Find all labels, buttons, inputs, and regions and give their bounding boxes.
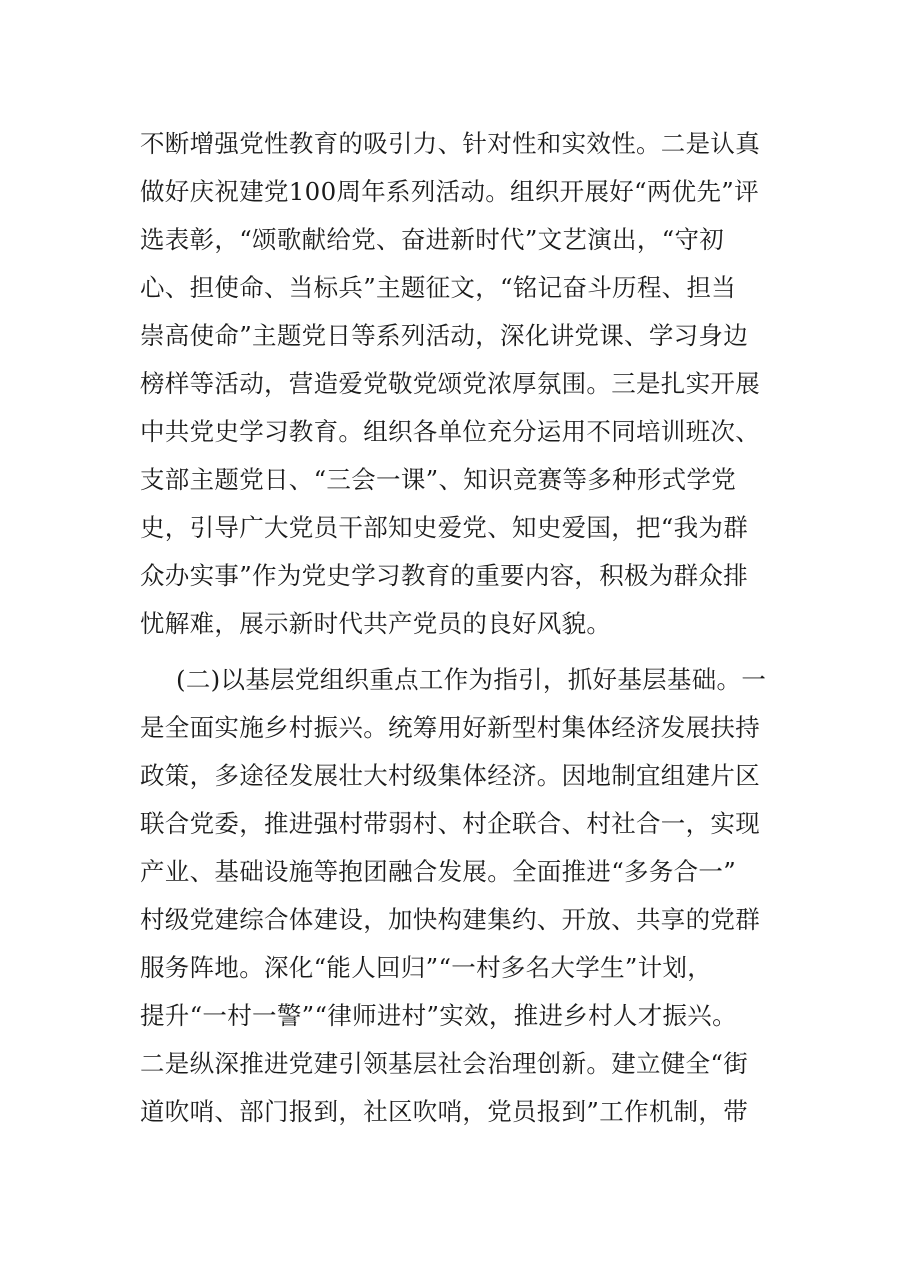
paragraph-2-line-6: 村级党建综合体建设，加快构建集约、开放、共享的党群: [140, 905, 760, 934]
paragraph-2-line-4: 联合党委，推进强村带弱村、村企联合、村社合一，实现: [140, 809, 760, 838]
paragraph-1-line-11: 忧解难，展示新时代共产党员的良好风貌。: [140, 609, 612, 638]
paragraph-1-line-2: 做好庆祝建党100周年系列活动。组织开展好“两优先”评: [140, 177, 759, 206]
paragraph-1-line-8: 支部主题党日、“三会一课”、知识竞赛等多种形式学党: [140, 465, 737, 494]
paragraph-2-line-7: 服务阵地。深化“能人回归”“一村多名大学生”计划，: [140, 953, 713, 982]
paragraph-1-line-10: 众办实事”作为党史学习教育的重要内容，积极为群众排: [140, 561, 749, 590]
paragraph-1-line-1: 不断增强党性教育的吸引力、针对性和实效性。二是认真: [140, 129, 760, 158]
paragraph-1-line-6: 榜样等活动，营造爱党敬党颂党浓厚氛围。三是扎实开展: [140, 369, 760, 398]
paragraph-2-line-1: (二)以基层党组织重点工作为指引，抓好基层基础。一: [176, 665, 767, 694]
paragraph-2-line-2: 是全面实施乡村振兴。统筹用好新型村集体经济发展扶持: [140, 713, 760, 742]
paragraph-1-line-4: 心、担使命、当标兵”主题征文，“铭记奋斗历程、担当: [140, 273, 737, 302]
paragraph-2-line-8: 提升“一村一警”“律师进村”实效，推进乡村人才振兴。: [140, 1001, 737, 1030]
paragraph-1-line-5: 崇高使命”主题党日等系列活动，深化讲党课、学习身边: [140, 321, 749, 350]
paragraph-1-line-7: 中共党史学习教育。组织各单位充分运用不同培训班次、: [140, 417, 760, 446]
paragraph-2-line-9: 二是纵深推进党建引领基层社会治理创新。建立健全“街: [140, 1049, 749, 1078]
paragraph-2-line-10: 道吹哨、部门报到，社区吹哨，党员报到”工作机制，带: [140, 1097, 749, 1126]
paragraph-1-line-9: 史，引导广大党员干部知史爱党、知史爱国，把“我为群: [140, 513, 749, 542]
paragraph-2-line-3: 政策，多途径发展壮大村级集体经济。因地制宜组建片区: [140, 761, 760, 790]
paragraph-2-line-5: 产业、基础设施等抱团融合发展。全面推进“多务合一”: [140, 857, 737, 886]
paragraph-1-line-3: 选表彰，“颂歌献给党、奋进新时代”文艺演出，“守初: [140, 225, 725, 254]
